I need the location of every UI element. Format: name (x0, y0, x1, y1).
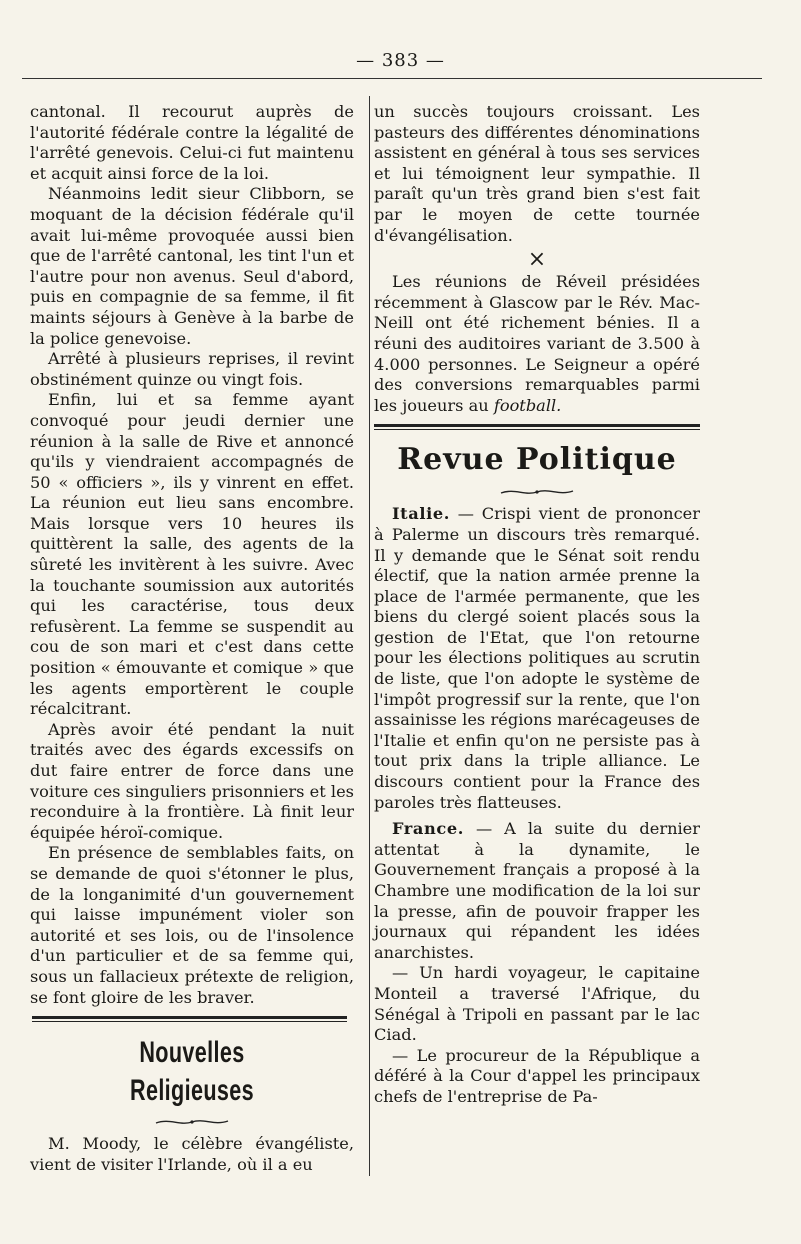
paragraph: Néanmoins ledit sieur Clibborn, se moquant de la décision fédérale qu'il avait lui-même provoquée aussi bien que de l'arrêté cantonal, les tint l'un et l'autre pour non avenus. Seul d'abord, puis en compagnie de sa femme, il fit maints séjours à Genève à la barbe de la police genevoise. (30, 184, 354, 348)
paragraph: un succès toujours croissant. Les pasteurs des différentes dénominations assistent en général à tous ses services et lui témoignent leur sympathie. Il paraît qu'un très grand bien s'est fait par le moyen de cette tournée d'évangélisation. (374, 102, 700, 245)
paragraph: Arrêté à plusieurs reprises, il revint obstinément quinze ou vingt fois. (30, 349, 354, 389)
page-number: — 383 — (356, 50, 445, 71)
paragraph-glasgow (374, 272, 700, 416)
header-rule (22, 78, 762, 79)
paragraph-text: Les réunions de Réveil présidées récemment à Glascow par le Rév. Mac-Neill ont été richement bénies. Il a réuni des auditoires variant de 3.500 à 4.000 personnes. Le Seigneur a opéré des conversions remarquables parmi les joueurs au (374, 272, 700, 415)
paragraph: — Un hardi voyageur, le capitaine Monteil a traversé l'Afrique, du Sénégal à Tripoli en passant par le lac Ciad. (374, 963, 700, 1045)
right-column (374, 102, 700, 1108)
section-title-nouvelles-religieuses: Nouvelles Religieuses (129, 1036, 255, 1108)
ornament-flourish-icon (152, 1116, 232, 1128)
paragraph-text: — A la suite du dernier attentat à la dynamite, le Gouvernement français a proposé à la Chambre une modification de la loi sur la presse, afin de pouvoir frapper les journaux qui répandent les idées anarchistes. (374, 819, 700, 962)
paragraph: — Le procureur de la République a déféré à la Cour d'appel les principaux chefs de l'entreprise de Pa- (374, 1045, 700, 1106)
paragraph-italie (374, 504, 700, 813)
paragraph-text: — Crispi vient de prononcer à Palerme un discours très remarqué. Il y demande que le Sénat soit rendu électif, que la nation armée prenne la place de l'armée permanente, que les biens du clergé soient placés sous la gestion de l'Etat, que l'on retourne pour les élections politiques au scrutin de liste, que l'on adopte le système de l'impôt progressif sur la rente, que l'on assainisse les régions marécageuses de l'Italie et enfin qu'on ne persiste pas à tout prix dans la triple alliance. Le discours contient pour la France des paroles très flatteuses. (374, 504, 700, 812)
paragraph: Enfin, lui et sa femme ayant convoqué pour jeudi dernier une réunion à la salle de Rive et annoncé qu'ils y viendraient accompagnés de 50 « officiers », ils y vinrent en effet. La réunion eut lieu sans encombre. Mais lorsque vers 10 heures ils quittèrent la salle, des agents de la sûreté les invitèrent à les suivre. Avec la touchante soumission aux autorités qui les caractérise, tous deux refusèrent. La femme se suspendit au cou de son mari et c'est dans cette position « émouvante et comique » que les agents emportèrent le couple récalcitrant. (30, 390, 354, 719)
paragraph: cantonal. Il recourut auprès de l'autorité fédérale contre la légalité de l'arrêté genevois. Celui-ci fut maintenu et acquit ainsi force de la loi. (30, 102, 354, 183)
paragraph: Après avoir été pendant la nuit traités avec des égards excessifs on dut faire entrer de force dans une voiture ces singuliers prisonniers et les reconduire à la frontière. Là finit leur équipée héroï-comique. (30, 719, 354, 842)
section-title-revue-politique: Revue Politique (397, 442, 677, 478)
ornament-flourish-icon (497, 486, 577, 498)
column-divider (369, 96, 370, 1176)
paragraph: En présence de semblables faits, on se demande de quoi s'étonner le plus, de la longanimité d'un gouvernement qui laisse impunément violer son autorité et ses lois, ou de l'insolence d'un particulier et de sa femme qui, sous un fallacieux prétexte de religion, se font gloire de les braver. (30, 843, 354, 1007)
section-rule (32, 1016, 347, 1022)
left-column (30, 102, 354, 1175)
separator-cross: × (527, 247, 547, 273)
paragraph-france (374, 819, 700, 963)
section-rule (374, 424, 700, 430)
run-in-heading: Italie. (392, 504, 450, 524)
paragraph: M. Moody, le célèbre évangéliste, vient de visiter l'Irlande, où il a eu (30, 1134, 354, 1174)
paragraph-italic: football. (493, 395, 562, 415)
run-in-heading: France. (392, 819, 464, 839)
